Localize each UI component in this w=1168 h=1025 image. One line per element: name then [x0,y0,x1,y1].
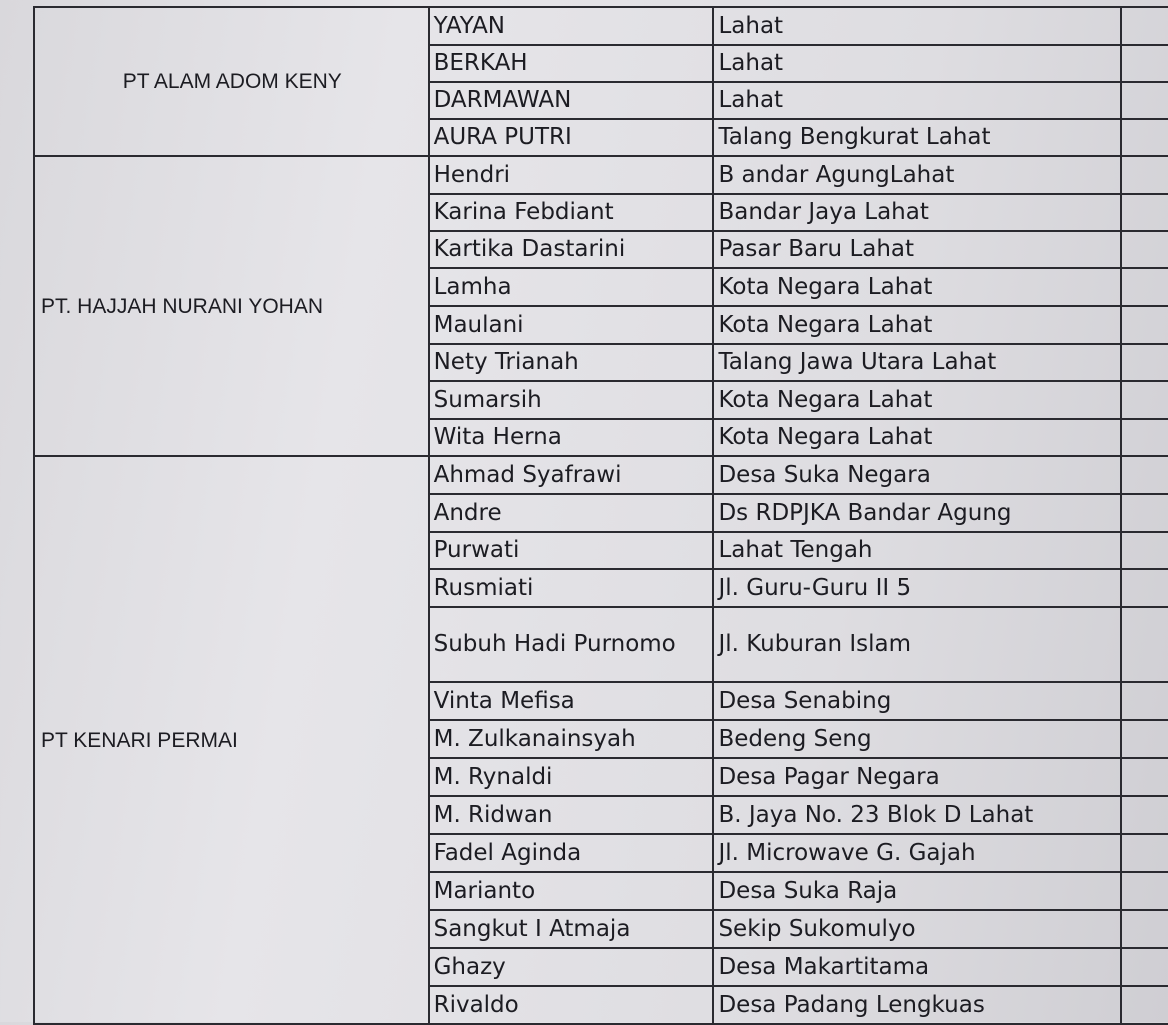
member-table-body [34,7,1168,1024]
cropped-column-cell [1121,834,1168,872]
cropped-column-cell [1121,344,1168,381]
name-cell: Lamha [429,268,714,306]
name-cell: Purwati [429,532,714,569]
name-cell: Fadel Aginda [429,834,714,872]
address-cell: Lahat [713,82,1121,119]
member-table [33,6,1168,1025]
address-cell: Desa Padang Lengkuas [713,986,1121,1024]
name-cell: Karina Febdiant [429,194,714,231]
cropped-column-cell [1121,306,1168,344]
name-cell: Marianto [429,872,714,910]
table-row [34,7,1168,45]
address-cell: Desa Makartitama [713,948,1121,986]
cropped-column-cell [1121,796,1168,834]
name-cell: Rusmiati [429,569,714,607]
address-cell: Pasar Baru Lahat [713,231,1121,268]
cropped-column-cell [1121,494,1168,532]
name-cell: Andre [429,494,714,532]
cropped-column-cell [1121,872,1168,910]
address-cell: Lahat [713,45,1121,82]
cropped-column-cell [1121,986,1168,1024]
name-cell: Wita Herna [429,419,714,456]
address-cell: Desa Suka Negara [713,456,1121,494]
name-cell: Kartika Dastarini [429,231,714,268]
address-cell: Sekip Sukomulyo [713,910,1121,948]
address-cell: Desa Senabing [713,682,1121,720]
address-cell: Kota Negara Lahat [713,381,1121,419]
address-cell: Kota Negara Lahat [713,268,1121,306]
cropped-column-cell [1121,156,1168,194]
cropped-column-cell [1121,456,1168,494]
cropped-column-cell [1121,607,1168,682]
table-row [34,156,1168,194]
name-cell: Subuh Hadi Purnomo [429,607,714,682]
name-cell: M. Rynaldi [429,758,714,796]
address-cell: Bandar Jaya Lahat [713,194,1121,231]
address-cell: Jl. Guru-Guru II 5 [713,569,1121,607]
address-cell: Talang Jawa Utara Lahat [713,344,1121,381]
name-cell: AURA PUTRI [429,119,714,156]
address-cell: Desa Pagar Negara [713,758,1121,796]
cropped-column-cell [1121,82,1168,119]
address-cell: Desa Suka Raja [713,872,1121,910]
address-cell: Jl. Microwave G. Gajah [713,834,1121,872]
address-cell: Jl. Kuburan Islam [713,607,1121,682]
cropped-column-cell [1121,948,1168,986]
name-cell: Rivaldo [429,986,714,1024]
cropped-column-cell [1121,231,1168,268]
address-cell: Kota Negara Lahat [713,419,1121,456]
address-cell: B. Jaya No. 23 Blok D Lahat [713,796,1121,834]
address-cell: Kota Negara Lahat [713,306,1121,344]
address-cell: Ds RDPJKA Bandar Agung [713,494,1121,532]
name-cell: Ghazy [429,948,714,986]
name-cell: Nety Trianah [429,344,714,381]
cropped-column-cell [1121,194,1168,231]
name-cell: Ahmad Syafrawi [429,456,714,494]
name-cell: Maulani [429,306,714,344]
address-cell: Talang Bengkurat Lahat [713,119,1121,156]
cropped-column-cell [1121,758,1168,796]
name-cell: Sumarsih [429,381,714,419]
cropped-column-cell [1121,910,1168,948]
name-cell: M. Zulkanainsyah [429,720,714,758]
name-cell: BERKAH [429,45,714,82]
company-cell: PT ALAM ADOM KENY [34,7,429,156]
cropped-column-cell [1121,119,1168,156]
cropped-column-cell [1121,682,1168,720]
name-cell: Hendri [429,156,714,194]
company-cell: PT. HAJJAH NURANI YOHAN [34,156,429,456]
name-cell: DARMAWAN [429,82,714,119]
cropped-column-cell [1121,720,1168,758]
name-cell: Sangkut I Atmaja [429,910,714,948]
cropped-column-cell [1121,419,1168,456]
cropped-column-cell [1121,7,1168,45]
address-cell: Lahat Tengah [713,532,1121,569]
cropped-column-cell [1121,532,1168,569]
name-cell: M. Ridwan [429,796,714,834]
name-cell: Vinta Mefisa [429,682,714,720]
name-cell: YAYAN [429,7,714,45]
cropped-column-cell [1121,381,1168,419]
company-cell: PT KENARI PERMAI [34,456,429,1024]
table-row [34,456,1168,494]
address-cell: B andar AgungLahat [713,156,1121,194]
cropped-column-cell [1121,569,1168,607]
cropped-column-cell [1121,45,1168,82]
address-cell: Lahat [713,7,1121,45]
address-cell: Bedeng Seng [713,720,1121,758]
cropped-column-cell [1121,268,1168,306]
